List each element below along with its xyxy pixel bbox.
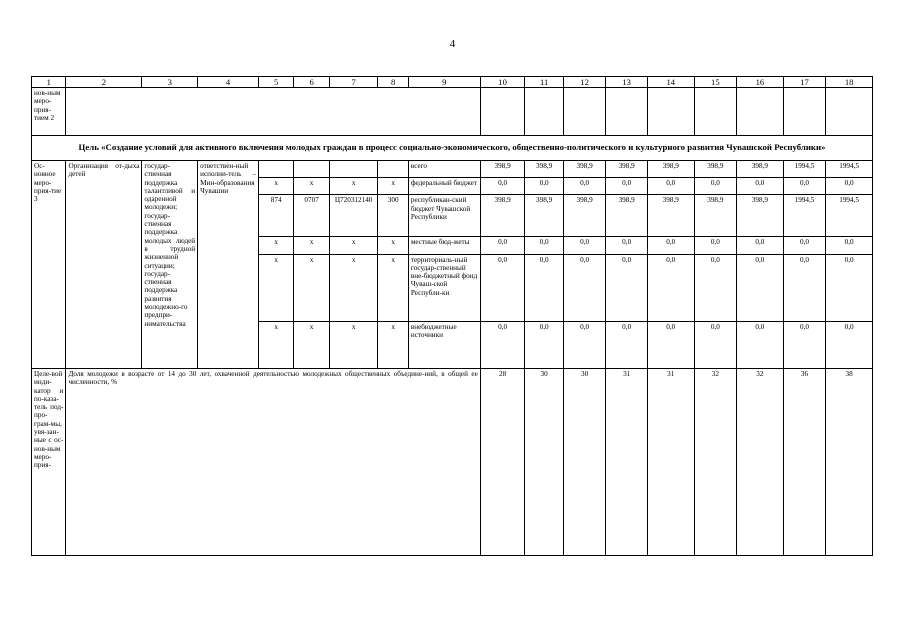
column-number: 13 bbox=[606, 77, 648, 88]
indicator-label: Целе-вой инди-катор и по-каза-тель под-про-грам-мы, увя-зан-ные с ос-нов-ным меро-прия- bbox=[32, 369, 66, 556]
column-number: 7 bbox=[329, 77, 378, 88]
value-cell: 398,9 bbox=[737, 195, 784, 237]
value-cell: 398,9 bbox=[694, 195, 737, 237]
goal-row bbox=[32, 136, 873, 161]
value-cell: 0,0 bbox=[737, 254, 784, 321]
column-number: 3 bbox=[142, 77, 198, 88]
code-cell: x bbox=[294, 178, 329, 195]
empty-cell bbox=[606, 88, 648, 136]
value-cell: 0,0 bbox=[563, 322, 606, 369]
code-cell: x bbox=[378, 254, 408, 321]
value-cell: 0,0 bbox=[737, 178, 784, 195]
value-cell: 0,0 bbox=[606, 254, 648, 321]
event-tasks: государ-ственная поддержка талантливой и одаренной молодежи; государ-ственная поддержка молодых людей в трудной жизненной ситуации; государ-ственная поддержка развития молодежно-го предпри-нимательства bbox=[142, 161, 198, 369]
column-number: 5 bbox=[258, 77, 293, 88]
value-cell: 0,0 bbox=[525, 178, 564, 195]
code-cell: 300 bbox=[378, 195, 408, 237]
value-cell: 398,9 bbox=[606, 195, 648, 237]
program-table bbox=[31, 76, 873, 556]
code-cell: x bbox=[378, 322, 408, 369]
indicator-value: 36 bbox=[783, 369, 826, 556]
value-cell: 0,0 bbox=[647, 178, 694, 195]
funding-source: местные бюд-жеты bbox=[408, 237, 480, 254]
event-name: Организация от-дыха детей bbox=[66, 161, 142, 369]
column-number: 14 bbox=[647, 77, 694, 88]
table-row bbox=[32, 88, 873, 136]
column-number: 11 bbox=[525, 77, 564, 88]
value-cell: 0,0 bbox=[563, 178, 606, 195]
indicator-value: 38 bbox=[826, 369, 873, 556]
value-cell: 1994,5 bbox=[783, 195, 826, 237]
value-cell: 0,0 bbox=[694, 178, 737, 195]
value-cell: 0,0 bbox=[783, 237, 826, 254]
value-cell: 398,9 bbox=[480, 195, 525, 237]
event-executor: ответствен-ный исполни-тель – Мин-образования Чувашии bbox=[198, 161, 259, 369]
empty-cell bbox=[694, 88, 737, 136]
code-cell: x bbox=[378, 237, 408, 254]
empty-cell bbox=[737, 88, 784, 136]
value-cell: 0,0 bbox=[480, 322, 525, 369]
value-cell: 398,9 bbox=[606, 161, 648, 178]
code-cell: x bbox=[258, 322, 293, 369]
value-cell: 0,0 bbox=[826, 178, 873, 195]
value-cell: 0,0 bbox=[694, 254, 737, 321]
value-cell: 398,9 bbox=[480, 161, 525, 178]
code-cell: 874 bbox=[258, 195, 293, 237]
value-cell: 0,0 bbox=[480, 254, 525, 321]
column-number: 9 bbox=[408, 77, 480, 88]
code-cell bbox=[378, 161, 408, 178]
column-number: 17 bbox=[783, 77, 826, 88]
empty-cell bbox=[647, 88, 694, 136]
code-cell: x bbox=[378, 178, 408, 195]
value-cell: 0,0 bbox=[563, 237, 606, 254]
indicator-value: 28 bbox=[480, 369, 525, 556]
value-cell: 0,0 bbox=[737, 237, 784, 254]
empty-cell bbox=[480, 88, 525, 136]
column-number: 1 bbox=[32, 77, 66, 88]
column-number: 2 bbox=[66, 77, 142, 88]
code-cell: x bbox=[258, 237, 293, 254]
page-number: 4 bbox=[449, 38, 456, 50]
value-cell: 0,0 bbox=[647, 237, 694, 254]
table-row bbox=[32, 369, 873, 556]
column-number-row bbox=[32, 77, 873, 88]
funding-source: внебюджетные источники bbox=[408, 322, 480, 369]
table-row bbox=[32, 161, 873, 178]
value-cell: 0,0 bbox=[525, 322, 564, 369]
value-cell: 0,0 bbox=[525, 254, 564, 321]
value-cell: 1994,5 bbox=[826, 161, 873, 178]
indicator-value: 32 bbox=[737, 369, 784, 556]
value-cell: 0,0 bbox=[647, 322, 694, 369]
empty-cell bbox=[563, 88, 606, 136]
value-cell: 398,9 bbox=[525, 161, 564, 178]
value-cell: 398,9 bbox=[737, 161, 784, 178]
value-cell: 0,0 bbox=[694, 322, 737, 369]
empty-cell bbox=[826, 88, 873, 136]
column-number: 18 bbox=[826, 77, 873, 88]
value-cell: 398,9 bbox=[563, 161, 606, 178]
value-cell: 1994,5 bbox=[826, 195, 873, 237]
column-number: 12 bbox=[563, 77, 606, 88]
event-label: нов-ным меро-прия-тием 2 bbox=[32, 88, 66, 136]
value-cell: 0,0 bbox=[694, 237, 737, 254]
value-cell: 398,9 bbox=[647, 195, 694, 237]
value-cell: 0,0 bbox=[783, 254, 826, 321]
code-cell: x bbox=[258, 178, 293, 195]
column-number: 8 bbox=[378, 77, 408, 88]
value-cell: 0,0 bbox=[480, 237, 525, 254]
code-cell: x bbox=[294, 322, 329, 369]
indicator-value: 32 bbox=[694, 369, 737, 556]
code-cell bbox=[258, 161, 293, 178]
value-cell: 0,0 bbox=[826, 237, 873, 254]
event-label: Ос-новное меро-прия-тие 3 bbox=[32, 161, 66, 369]
value-cell: 0,0 bbox=[737, 322, 784, 369]
column-number: 4 bbox=[198, 77, 259, 88]
column-number: 10 bbox=[480, 77, 525, 88]
value-cell: 1994,5 bbox=[783, 161, 826, 178]
code-cell: x bbox=[329, 237, 378, 254]
funding-source: всего bbox=[408, 161, 480, 178]
code-cell bbox=[294, 161, 329, 178]
value-cell: 398,9 bbox=[647, 161, 694, 178]
code-cell: Ц720312140 bbox=[329, 195, 378, 237]
indicator-value: 30 bbox=[525, 369, 564, 556]
value-cell: 398,9 bbox=[694, 161, 737, 178]
code-cell: x bbox=[294, 237, 329, 254]
value-cell: 0,0 bbox=[563, 254, 606, 321]
column-number: 6 bbox=[294, 77, 329, 88]
value-cell: 398,9 bbox=[525, 195, 564, 237]
funding-source: территориаль-ный государ-ственный вне-бюджетный фонд Чуваш-ской Республи-ки bbox=[408, 254, 480, 321]
value-cell: 0,0 bbox=[783, 322, 826, 369]
value-cell: 398,9 bbox=[563, 195, 606, 237]
code-cell: 0707 bbox=[294, 195, 329, 237]
indicator-value: 31 bbox=[647, 369, 694, 556]
value-cell: 0,0 bbox=[525, 237, 564, 254]
goal-text: Цель «Создание условий для активного включения молодых граждан в процесс социально-экономического, общественно-политического и культурного развития Чувашской Республики» bbox=[32, 136, 873, 161]
funding-source: республикан-ский бюджет Чувашской Республики bbox=[408, 195, 480, 237]
value-cell: 0,0 bbox=[606, 178, 648, 195]
column-number: 15 bbox=[694, 77, 737, 88]
indicator-value: 30 bbox=[563, 369, 606, 556]
code-cell: x bbox=[329, 178, 378, 195]
empty-cell bbox=[66, 88, 480, 136]
indicator-value: 31 bbox=[606, 369, 648, 556]
code-cell: x bbox=[258, 254, 293, 321]
funding-source: федеральный бюджет bbox=[408, 178, 480, 195]
indicator-text: Доля молодежи в возрасте от 14 до 30 лет, охваченной деятельностью молодежных общественных объедине-ний, в общей ее численности, % bbox=[66, 369, 480, 556]
column-number: 16 bbox=[737, 77, 784, 88]
value-cell: 0,0 bbox=[647, 254, 694, 321]
value-cell: 0,0 bbox=[826, 322, 873, 369]
code-cell: x bbox=[294, 254, 329, 321]
value-cell: 0,0 bbox=[826, 254, 873, 321]
value-cell: 0,0 bbox=[480, 178, 525, 195]
code-cell bbox=[329, 161, 378, 178]
empty-cell bbox=[525, 88, 564, 136]
value-cell: 0,0 bbox=[606, 322, 648, 369]
code-cell: x bbox=[329, 254, 378, 321]
empty-cell bbox=[783, 88, 826, 136]
code-cell: x bbox=[329, 322, 378, 369]
value-cell: 0,0 bbox=[606, 237, 648, 254]
value-cell: 0,0 bbox=[783, 178, 826, 195]
